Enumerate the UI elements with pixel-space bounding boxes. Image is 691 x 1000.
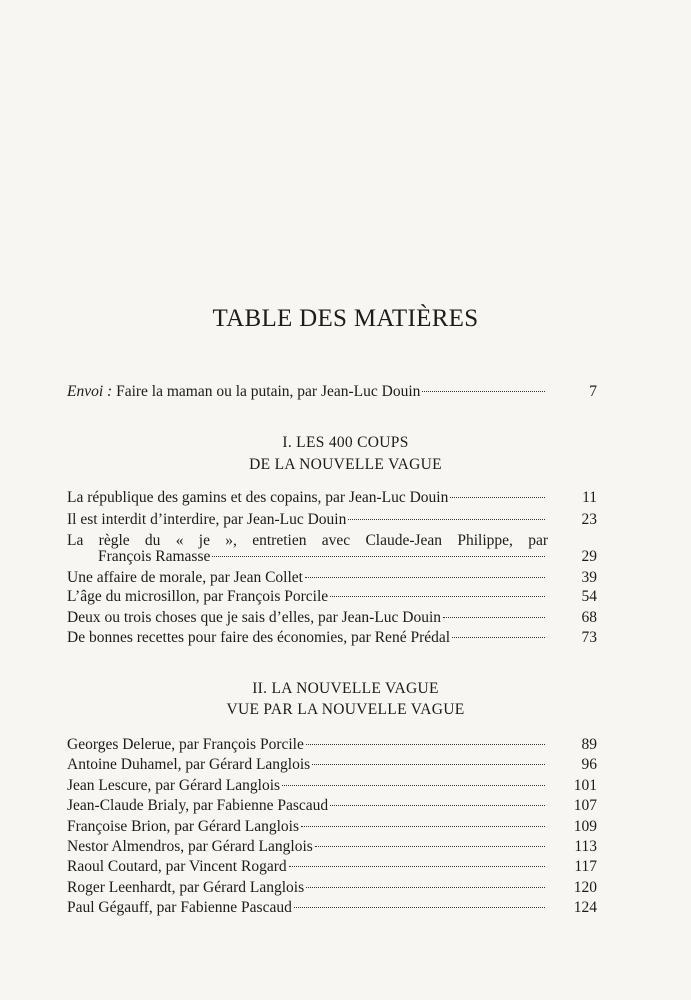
dot-leader xyxy=(294,907,545,908)
toc-page-number: 96 xyxy=(581,756,597,773)
dot-leader xyxy=(306,744,545,745)
toc-page-number: 120 xyxy=(573,879,597,896)
section-heading-1-line2: DE LA NOUVELLE VAGUE xyxy=(249,456,442,473)
toc-entry-text: François Ramasse xyxy=(98,548,211,565)
toc-entry xyxy=(67,775,597,797)
toc-page-number: 113 xyxy=(574,838,597,855)
toc-page-number: 23 xyxy=(581,511,597,528)
dot-leader xyxy=(443,617,545,618)
dot-leader xyxy=(330,596,545,597)
toc-entry-text: Il est interdit d’interdire, par Jean-Luc Douin xyxy=(67,511,347,528)
toc-entry-text: Paul Gégauff, par Fabienne Pascaud xyxy=(67,899,292,916)
dot-leader xyxy=(348,519,545,520)
toc-page-number: 54 xyxy=(581,588,597,605)
section-heading-2-line1: II. LA NOUVELLE VAGUE xyxy=(252,680,439,697)
toc-entry xyxy=(67,856,597,878)
toc-entry xyxy=(67,897,597,919)
toc-page-number: 39 xyxy=(581,569,597,586)
dot-leader xyxy=(306,887,545,888)
dot-leader xyxy=(315,846,545,847)
toc-entry-text: L’âge du microsillon, par François Porcile xyxy=(67,588,329,605)
page-title: TABLE DES MATIÈRES xyxy=(212,305,479,332)
toc-entry-envoi xyxy=(67,381,597,403)
toc-page-number: 124 xyxy=(573,899,597,916)
dot-leader xyxy=(452,637,545,638)
dot-leader xyxy=(330,805,545,806)
toc-entry-text-line1: La règle du « je », entretien avec Claude-Jean Philippe, par xyxy=(67,532,548,549)
toc-entry xyxy=(67,487,597,509)
toc-entry-text: Une affaire de morale, par Jean Collet xyxy=(67,569,303,586)
toc-entry xyxy=(67,734,597,756)
toc-entry-text: Georges Delerue, par François Porcile xyxy=(67,736,304,753)
toc-entry xyxy=(67,816,597,838)
toc-page-number: 101 xyxy=(573,777,597,794)
dot-leader xyxy=(212,556,545,557)
section-heading-1-line1: I. LES 400 COUPS xyxy=(282,434,409,451)
toc-entry-text: De bonnes recettes pour faire des économies, par René Prédal xyxy=(67,629,451,646)
toc-entry-text: Antoine Duhamel, par Gérard Langlois xyxy=(67,756,311,773)
toc-page-number: 117 xyxy=(574,858,597,875)
dot-leader xyxy=(282,785,545,786)
envoi-title: Faire la maman ou la putain, par Jean-Luc Douin xyxy=(116,383,421,400)
dot-leader xyxy=(301,826,545,827)
toc-entry-text: Jean-Claude Brialy, par Fabienne Pascaud xyxy=(67,797,329,814)
toc-entry xyxy=(67,754,597,776)
dot-leader xyxy=(422,391,545,392)
section-heading-2-line2: VUE PAR LA NOUVELLE VAGUE xyxy=(226,701,465,718)
dot-leader xyxy=(312,764,545,765)
toc-page-number: 29 xyxy=(581,548,597,565)
toc-entry xyxy=(98,546,597,568)
toc-entry-text xyxy=(67,381,420,403)
dot-leader xyxy=(289,866,545,867)
toc-entry-text: Françoise Brion, par Gérard Langlois xyxy=(67,818,300,835)
toc-entry-text: Roger Leenhardt, par Gérard Langlois xyxy=(67,879,305,896)
dot-leader xyxy=(305,577,545,578)
toc-entry-text: Jean Lescure, par Gérard Langlois xyxy=(67,777,281,794)
toc-page-number: 109 xyxy=(573,818,597,835)
toc-entry xyxy=(67,836,597,858)
toc-entry-text: Nestor Almendros, par Gérard Langlois xyxy=(67,838,313,855)
toc-page-number: 73 xyxy=(581,629,597,646)
toc-entry xyxy=(67,877,597,899)
toc-entry xyxy=(67,509,597,531)
envoi-label: Envoi : xyxy=(67,383,113,400)
toc-page-number: 107 xyxy=(573,797,597,814)
toc-page-number: 68 xyxy=(581,609,597,626)
toc-entry-text: Raoul Coutard, par Vincent Rogard xyxy=(67,858,287,875)
toc-page-number: 7 xyxy=(589,383,597,400)
toc-entry xyxy=(67,607,597,629)
toc-entry xyxy=(67,627,597,649)
dot-leader xyxy=(450,497,545,498)
toc-page-number: 89 xyxy=(581,736,597,753)
toc-entry xyxy=(67,586,597,608)
toc-entry-text: La république des gamins et des copains, par Jean-Luc Douin xyxy=(67,489,449,506)
toc-entry-text: Deux ou trois choses que je sais d’elles, par Jean-Luc Douin xyxy=(67,609,442,626)
toc-entry xyxy=(67,795,597,817)
toc-page-number: 11 xyxy=(582,489,597,506)
